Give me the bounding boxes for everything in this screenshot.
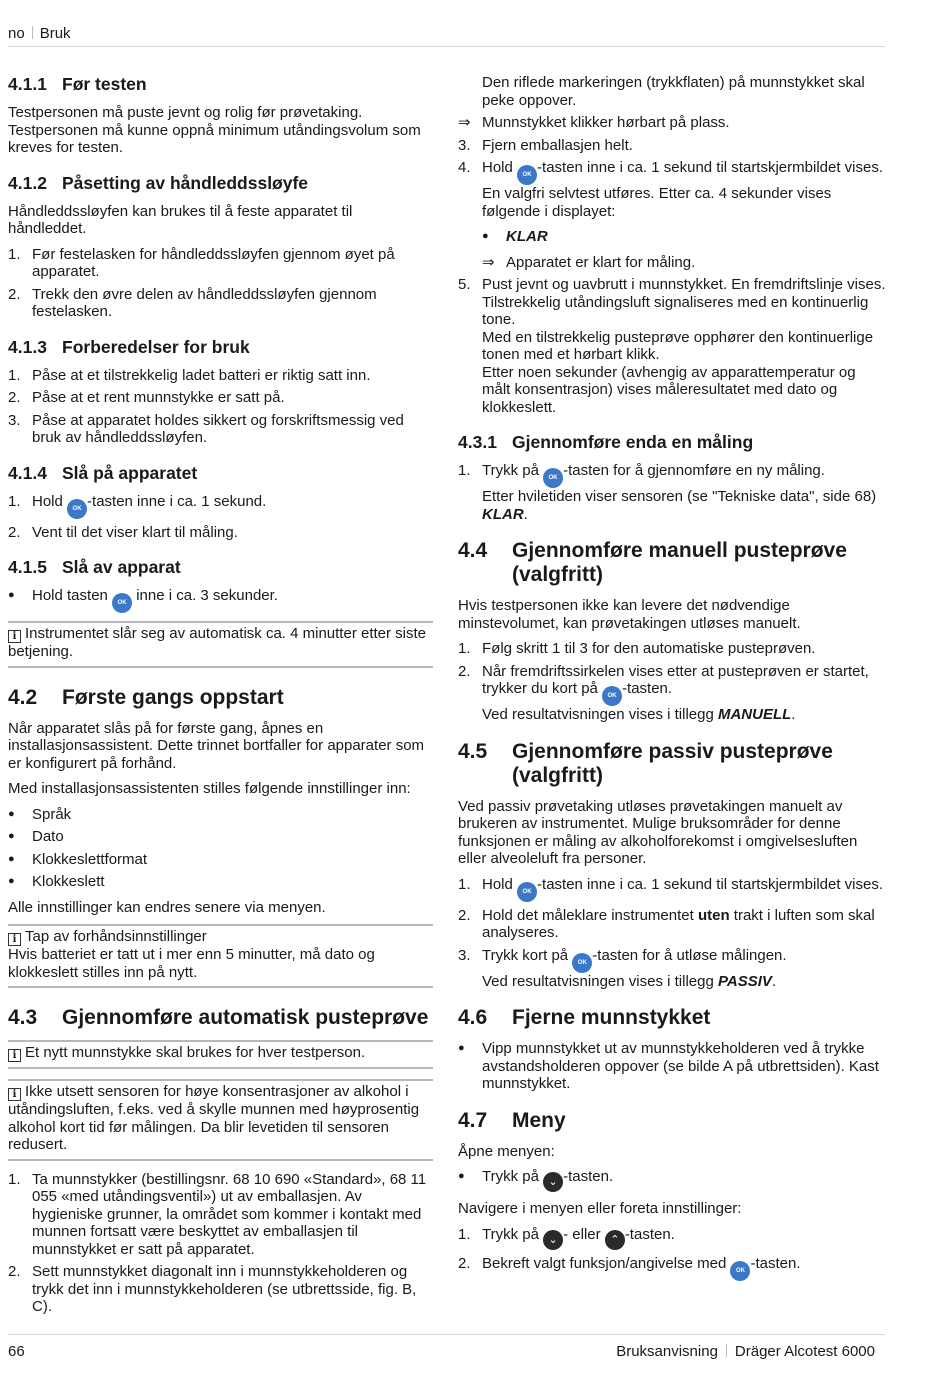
display-text: KLAR bbox=[506, 228, 548, 245]
note-text: Ikke utsett sensoren for høye konsentrasjoner av alkohol i utåndingsluften, f.eks. ved å skylle munnen med høyprosentig alkohol kort tid før målingen. Da blir levetiden til sensoren redusert. bbox=[8, 1083, 420, 1153]
list-item bbox=[8, 246, 433, 281]
list-number: 1. bbox=[458, 462, 471, 479]
heading-4-3-1 bbox=[458, 432, 888, 453]
bullet-icon: ● bbox=[458, 1170, 465, 1182]
numbered-list bbox=[458, 876, 888, 991]
list-number: 1. bbox=[8, 492, 21, 510]
list-text: Hold bbox=[482, 159, 518, 176]
numbered-list bbox=[458, 1226, 888, 1281]
arrow-icon: ⇒ bbox=[482, 253, 495, 271]
list-number: 2. bbox=[458, 906, 471, 924]
list-text: . bbox=[523, 505, 528, 523]
result-line bbox=[482, 254, 888, 272]
list-text: . bbox=[791, 706, 796, 723]
heading-4-5 bbox=[458, 740, 888, 788]
paragraph: Testpersonen må puste jevnt og rolig før prøvetaking. Testpersonen må kunne oppnå minimum utåndingsvolum som kreves for testen. bbox=[8, 104, 421, 156]
info-icon: i bbox=[8, 933, 21, 946]
list-text: Følg skritt 1 til 3 for den automatiske pusteprøven. bbox=[482, 640, 816, 657]
section-number: 4.1.3 bbox=[8, 336, 47, 357]
list-number: 1. bbox=[8, 366, 21, 384]
list-text: Vipp munnstykket ut av munnstykkeholderen ved å trykke avstandsholderen oppover (se bilde A på utbrettsiden). Kast munnstykket. bbox=[482, 1040, 879, 1092]
section-title: Gjennomføre passiv pusteprøve (valgfritt) bbox=[512, 739, 833, 787]
list-text: Trykk på bbox=[482, 462, 544, 479]
numbered-list bbox=[458, 462, 888, 523]
bullet-list bbox=[458, 1168, 888, 1192]
list-item bbox=[458, 137, 888, 155]
result-line bbox=[458, 114, 888, 132]
footer-right bbox=[616, 1343, 875, 1361]
section-number: 4.6 bbox=[458, 1006, 488, 1029]
paragraph: Navigere i menyen eller foreta innstillinger: bbox=[458, 1200, 742, 1217]
section-number: 4.1.1 bbox=[8, 74, 47, 94]
footer-divider bbox=[726, 1344, 727, 1357]
list-item bbox=[8, 873, 433, 891]
bullet-icon: ● bbox=[8, 852, 15, 865]
ok-button-icon: OK bbox=[67, 499, 87, 519]
list-number: 2. bbox=[8, 389, 21, 406]
info-icon: i bbox=[8, 630, 21, 643]
list-number: 2. bbox=[458, 662, 471, 680]
list-text: Hold tasten bbox=[32, 587, 113, 604]
list-item bbox=[8, 286, 433, 321]
section-title: Gjennomføre manuell pusteprøve (valgfritt) bbox=[512, 539, 847, 586]
list-number: 4. bbox=[458, 159, 471, 176]
note-title: Tap av forhåndsinnstillinger bbox=[25, 928, 207, 945]
paragraph: Alle innstillinger kan endres senere via menyen. bbox=[8, 898, 326, 916]
info-note bbox=[8, 1040, 433, 1069]
list-text: Ved resultatvisningen vises i tillegg bbox=[482, 706, 718, 723]
heading-4-6 bbox=[458, 1006, 888, 1030]
list-item bbox=[458, 640, 888, 658]
list-item bbox=[8, 412, 433, 447]
section-title: Første gangs oppstart bbox=[62, 685, 284, 709]
list-text: Påse at apparatet holdes sikkert og forskriftsmessig ved bruk av håndleddssløyfen. bbox=[32, 411, 404, 446]
heading-4-4 bbox=[458, 539, 888, 587]
list-item bbox=[8, 389, 433, 407]
list-text: Med en tilstrekkelig pusteprøve opphører den kontinuerlige tonen med et hørbart klikk. bbox=[482, 328, 874, 363]
doc-type: Bruksanvisning bbox=[616, 1343, 718, 1360]
info-note bbox=[8, 1079, 433, 1161]
section-number: 4.3.1 bbox=[458, 432, 497, 452]
heading-4-1-1 bbox=[8, 74, 433, 95]
list-text: Sett munnstykket diagonalt inn i munnstykkeholderen og trykk det inn i munnstykkeholderen (se utbrettsside, fig. B, C). bbox=[32, 1263, 417, 1315]
list-text: Hold bbox=[32, 492, 68, 510]
bullet-icon: ● bbox=[8, 589, 15, 601]
list-number: 1. bbox=[8, 1170, 21, 1188]
list-number: 2. bbox=[458, 1254, 471, 1272]
heading-4-1-3 bbox=[8, 337, 433, 358]
list-text: Dato bbox=[32, 828, 64, 845]
list-text: Fjern emballasjen helt. bbox=[482, 136, 633, 154]
section-number: 4.1.4 bbox=[8, 462, 47, 483]
numbered-list bbox=[458, 137, 888, 221]
ok-button-icon: OK bbox=[602, 686, 622, 706]
section-title: Før testen bbox=[62, 74, 147, 94]
paragraph: Hvis testpersonen ikke kan levere det nødvendige minstevolumet, kan prøvetakingen utløses manuelt. bbox=[458, 597, 801, 632]
list-item bbox=[8, 1263, 433, 1316]
list-text: -tasten inne i ca. 1 sekund. bbox=[87, 492, 267, 510]
paragraph: Når apparatet slås på for første gang, åpnes en installasjonsassistent. Dette trinnet bortfaller for apparater som er konfigurert på forhånd. bbox=[8, 719, 425, 772]
numbered-list bbox=[8, 1171, 433, 1316]
section-title: Forberedelser for bruk bbox=[62, 336, 250, 357]
heading-4-3 bbox=[8, 1006, 433, 1030]
section-title: Fjerne munnstykket bbox=[512, 1006, 711, 1029]
ok-button-icon: OK bbox=[517, 882, 537, 902]
list-item bbox=[8, 806, 433, 824]
emphasis-text: uten bbox=[697, 906, 730, 924]
section-number: 4.1.5 bbox=[8, 557, 47, 577]
list-text: Ta munnstykker (bestillingsnr. 68 10 690 «Standard», 68 11 055 «med utåndingsventil») ut av emballasjen. Av hygieniske grunner, la området som kommer i kontakt med munnen fortsatt være beskyttet av emballasjen til munnstykket er satt på apparatet. bbox=[32, 1170, 427, 1258]
heading-4-1-5 bbox=[8, 557, 433, 578]
ok-button-icon: OK bbox=[543, 468, 563, 488]
list-text: - eller bbox=[563, 1225, 605, 1243]
section-title: Påsetting av håndleddssløyfe bbox=[62, 172, 309, 193]
list-item bbox=[458, 663, 888, 724]
section-title: Slå av apparat bbox=[62, 557, 181, 577]
list-text: inne i ca. 3 sekunder. bbox=[132, 587, 278, 604]
numbered-list bbox=[8, 367, 433, 447]
result-text: Apparatet er klart for måling. bbox=[506, 253, 696, 271]
list-item bbox=[458, 1255, 888, 1281]
section-title: Gjennomføre enda en måling bbox=[512, 432, 754, 452]
info-note bbox=[8, 621, 433, 668]
bullet-icon: ● bbox=[8, 807, 15, 820]
list-text: Hold det måleklare instrumentet bbox=[482, 906, 698, 924]
list-text: Vent til det viser klart til måling. bbox=[32, 523, 238, 541]
numbered-list bbox=[458, 640, 888, 724]
list-item bbox=[8, 851, 433, 869]
list-item bbox=[458, 876, 888, 902]
list-text: Trykk på bbox=[482, 1225, 544, 1243]
numbered-list bbox=[8, 246, 433, 321]
numbered-list bbox=[458, 276, 888, 416]
section-number: 4.7 bbox=[458, 1108, 488, 1132]
list-text: Ved resultatvisningen vises i tillegg bbox=[482, 972, 718, 990]
display-text: MANUELL bbox=[717, 706, 792, 723]
list-item bbox=[482, 228, 888, 246]
bullet-icon: ● bbox=[482, 230, 489, 242]
display-text: KLAR bbox=[482, 505, 524, 523]
list-number: 3. bbox=[458, 946, 471, 964]
header-divider bbox=[32, 26, 33, 39]
list-item bbox=[458, 1040, 888, 1093]
paragraph: Åpne menyen: bbox=[458, 1142, 555, 1160]
list-text: Før festelasken for håndleddssløyfen gjennom øyet på apparatet. bbox=[32, 245, 395, 280]
bullet-list bbox=[458, 1040, 888, 1093]
paragraph: Med installasjonsassistenten stilles følgende innstillinger inn: bbox=[8, 780, 411, 797]
note-text: Instrumentet slår seg av automatisk ca. 4 minutter etter siste betjening. bbox=[8, 625, 427, 660]
list-text: . bbox=[771, 972, 777, 990]
ok-button-icon: OK bbox=[730, 1261, 750, 1281]
heading-4-1-2 bbox=[8, 173, 433, 194]
list-number: 2. bbox=[8, 523, 21, 541]
paragraph: Håndleddssløyfen kan brukes til å feste apparatet til håndleddet. bbox=[8, 202, 353, 237]
list-text: Påse at et tilstrekkelig ladet batteri er riktig satt inn. bbox=[32, 366, 371, 384]
list-item bbox=[8, 587, 433, 613]
page-footer bbox=[8, 1334, 885, 1361]
list-number: 3. bbox=[458, 136, 471, 154]
list-item bbox=[8, 493, 433, 519]
bullet-icon: ● bbox=[8, 875, 15, 887]
ok-button-icon: OK bbox=[517, 165, 537, 185]
info-icon: i bbox=[8, 1088, 21, 1101]
list-number: 2. bbox=[8, 285, 21, 303]
result-text: Munnstykket klikker hørbart på plass. bbox=[482, 114, 730, 131]
product-name: Dräger Alcotest 6000 bbox=[734, 1343, 875, 1360]
list-text: Klokkeslett bbox=[32, 873, 105, 890]
section-title: Gjennomføre automatisk pusteprøve bbox=[62, 1006, 429, 1029]
list-number: 1. bbox=[8, 245, 21, 263]
list-text: Hold bbox=[482, 875, 518, 893]
heading-4-2 bbox=[8, 686, 433, 710]
page-number: 66 bbox=[8, 1343, 25, 1360]
header-lang: no bbox=[8, 25, 25, 42]
header-section: Bruk bbox=[39, 25, 71, 42]
heading-4-7 bbox=[458, 1109, 888, 1133]
list-text: Pust jevnt og uavbrutt i munnstykket. En fremdriftslinje vises. Tilstrekkelig utåndingsluft signaliseres med en kontinuerlig tone. bbox=[482, 276, 886, 328]
up-button-icon: ⌃ bbox=[605, 1230, 625, 1250]
list-text: Trykk kort på bbox=[482, 946, 573, 964]
bullet-icon: ● bbox=[8, 830, 15, 842]
list-text: -tasten for å utløse målingen. bbox=[592, 946, 787, 964]
list-item bbox=[458, 276, 888, 416]
list-text: Trekk den øvre delen av håndleddssløyfen gjennom festelasken. bbox=[32, 285, 377, 320]
page-header bbox=[8, 25, 885, 47]
ok-button-icon: OK bbox=[112, 593, 132, 613]
list-item bbox=[458, 907, 888, 942]
ok-button-icon: OK bbox=[572, 953, 592, 973]
section-title: Meny bbox=[512, 1108, 566, 1132]
note-text: Hvis batteriet er tatt ut i mer enn 5 minutter, må dato og klokkeslett stilles inn på nytt. bbox=[8, 946, 375, 981]
list-item bbox=[458, 1226, 888, 1250]
section-number: 4.5 bbox=[458, 739, 488, 763]
list-text: Bekreft valgt funksjon/angivelse med bbox=[482, 1254, 731, 1272]
list-text: Klokkeslettformat bbox=[32, 850, 148, 868]
list-text: -tasten inne i ca. 1 sekund til startskjermbildet vises. bbox=[537, 159, 884, 176]
list-number: 1. bbox=[458, 875, 471, 893]
info-note bbox=[8, 924, 433, 988]
paragraph: Ved passiv prøvetaking utløses prøvetakingen manuelt av brukeren av instrumentet. Mulige bruksområder for denne funksjonen er måling av alkoholforekomst i omgivelsesluften eller alveoleluft fra personer. bbox=[458, 797, 858, 867]
list-item bbox=[8, 524, 433, 542]
list-item bbox=[458, 462, 888, 523]
section-number: 4.2 bbox=[8, 685, 38, 709]
bullet-list bbox=[458, 228, 888, 246]
list-text: -tasten. bbox=[563, 1168, 614, 1185]
list-text: Språk bbox=[32, 805, 72, 823]
section-number: 4.1.2 bbox=[8, 172, 47, 193]
list-number: 1. bbox=[458, 1225, 471, 1243]
heading-4-1-4 bbox=[8, 463, 433, 484]
list-text: -tasten. bbox=[750, 1254, 801, 1272]
list-item bbox=[8, 828, 433, 846]
list-text: Etter hviletiden viser sensoren (se "Tekniske data", side 68) bbox=[482, 488, 877, 505]
list-number: 2. bbox=[8, 1263, 21, 1280]
down-button-icon: ⌄ bbox=[543, 1230, 563, 1250]
list-item bbox=[458, 159, 888, 220]
bullet-icon: ● bbox=[458, 1042, 465, 1054]
section-number: 4.3 bbox=[8, 1006, 38, 1029]
list-item bbox=[458, 947, 888, 991]
display-text: PASSIV bbox=[717, 972, 772, 990]
list-text: -tasten for å gjennomføre en ny måling. bbox=[563, 462, 825, 479]
list-text: Trykk på bbox=[482, 1168, 544, 1185]
list-item bbox=[8, 1171, 433, 1259]
list-text: -tasten. bbox=[622, 680, 673, 697]
section-title: Slå på apparatet bbox=[62, 462, 198, 483]
list-text: trakt i luften som skal analyseres. bbox=[482, 906, 875, 941]
left-column bbox=[8, 74, 433, 1324]
list-number: 5. bbox=[458, 276, 471, 293]
right-column bbox=[458, 74, 888, 1289]
list-text: -tasten inne i ca. 1 sekund til startskjermbildet vises. bbox=[537, 875, 884, 893]
list-text: Etter noen sekunder (avhengig av apparattemperatur og målt konsentrasjon) vises måleresultatet med dato og klokkeslett. bbox=[482, 363, 856, 416]
list-text: Når fremdriftssirkelen vises etter at pusteprøven er startet, trykker du kort på bbox=[482, 662, 869, 697]
bullet-list bbox=[8, 806, 433, 891]
note-text: Et nytt munnstykke skal brukes for hver testperson. bbox=[25, 1044, 366, 1061]
info-icon: i bbox=[8, 1049, 21, 1062]
list-text: Påse at et rent munnstykke er satt på. bbox=[32, 389, 285, 406]
list-number: 1. bbox=[458, 640, 471, 657]
list-item bbox=[458, 1168, 888, 1192]
paragraph: Den riflede markeringen (trykkflaten) på munnstykket skal peke oppover. bbox=[482, 74, 865, 109]
numbered-list bbox=[8, 493, 433, 542]
bullet-list bbox=[8, 587, 433, 613]
down-button-icon: ⌄ bbox=[543, 1172, 563, 1192]
section-number: 4.4 bbox=[458, 539, 488, 562]
arrow-icon: ⇒ bbox=[458, 114, 471, 131]
list-text: -tasten. bbox=[624, 1225, 675, 1243]
list-number: 3. bbox=[8, 411, 21, 429]
list-item bbox=[8, 367, 433, 385]
list-text: En valgfri selvtest utføres. Etter ca. 4 sekunder vises følgende i displayet: bbox=[482, 185, 832, 220]
